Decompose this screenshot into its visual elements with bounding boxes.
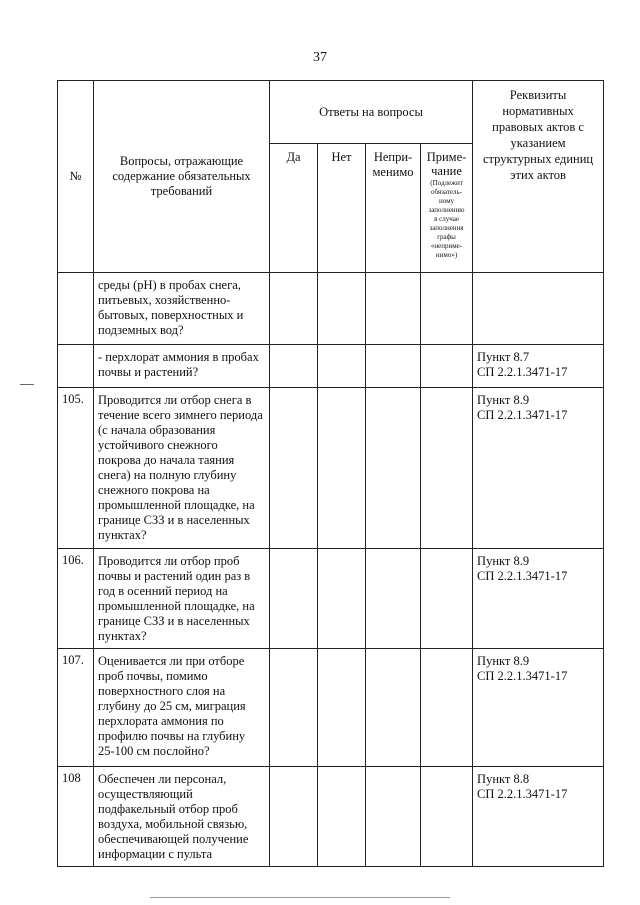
- row-question: - перхлорат аммония в пробах почвы и растений?: [94, 345, 270, 388]
- answer-no-cell: [318, 767, 366, 867]
- answer-yes-cell: [270, 273, 318, 345]
- row-number: [58, 273, 94, 345]
- table-row: [58, 345, 604, 388]
- table-row: [58, 273, 604, 345]
- row-requisites: Пункт 8.9 СП 2.2.1.3471-17: [473, 388, 604, 549]
- answer-na-cell: [366, 388, 421, 549]
- answer-yes-cell: [270, 649, 318, 767]
- row-question: Обеспечен ли персонал, осуществляющий подфакельный отбор проб воздуха, мобильной связью, обеспечивающей получение информации с пульта: [94, 767, 270, 867]
- table-row: [58, 388, 604, 549]
- bottom-rule: [150, 897, 450, 898]
- header-row-top: [58, 81, 604, 144]
- row-requisites: Пункт 8.9 СП 2.2.1.3471-17: [473, 549, 604, 649]
- answer-na-cell: [366, 767, 421, 867]
- answer-na-cell: [366, 549, 421, 649]
- header-questions: Вопросы, отражающие содержание обязательных требований: [94, 81, 270, 273]
- answer-note-cell: [421, 767, 473, 867]
- checklist-table: [57, 80, 604, 867]
- row-question: Проводится ли отбор снега в течение всего зимнего периода (с начала образования устойчивого снежного покрова до начала таяния снега) на полную глубину снежного покрова на промышленной площадке, на границе СЗЗ и в населенных пунктах?: [94, 388, 270, 549]
- header-answers: Ответы на вопросы: [270, 81, 473, 144]
- row-question: Проводится ли отбор проб почвы и растений один раз в год в осенний период на промышленной площадке, на границе СЗЗ и в населенных пунктах?: [94, 549, 270, 649]
- answer-na-cell: [366, 649, 421, 767]
- row-question: Оценивается ли при отборе проб почвы, помимо поверхностного слоя на глубину до 25 см, миграция перхлората аммония по профилю почвы на глубину 25-100 см послойно?: [94, 649, 270, 767]
- header-num: №: [58, 81, 94, 273]
- answer-note-cell: [421, 388, 473, 549]
- row-requisites: Пункт 8.8 СП 2.2.1.3471-17: [473, 767, 604, 867]
- answer-note-cell: [421, 549, 473, 649]
- row-requisites: Пункт 8.9 СП 2.2.1.3471-17: [473, 649, 604, 767]
- answer-no-cell: [318, 345, 366, 388]
- answer-note-cell: [421, 345, 473, 388]
- table-row: [58, 649, 604, 767]
- table-row: [58, 767, 604, 867]
- answer-yes-cell: [270, 549, 318, 649]
- answer-yes-cell: [270, 345, 318, 388]
- row-number: 106.: [58, 549, 94, 649]
- row-number: [58, 345, 94, 388]
- answer-na-cell: [366, 345, 421, 388]
- header-not-applicable: Непри- менимо: [366, 144, 421, 273]
- header-yes: Да: [270, 144, 318, 273]
- header-note-label: Приме- чание: [426, 150, 467, 178]
- row-question: среды (рН) в пробах снега, питьевых, хозяйственно-бытовых, поверхностных и подземных вод?: [94, 273, 270, 345]
- header-note: [421, 144, 473, 273]
- header-no: Нет: [318, 144, 366, 273]
- answer-no-cell: [318, 549, 366, 649]
- header-requisites: Реквизиты нормативных правовых актов с указанием структурных единиц этих актов: [473, 81, 604, 273]
- answer-note-cell: [421, 649, 473, 767]
- answer-yes-cell: [270, 388, 318, 549]
- row-requisites: [473, 273, 604, 345]
- row-number: 107.: [58, 649, 94, 767]
- margin-mark: [20, 384, 34, 385]
- answer-no-cell: [318, 649, 366, 767]
- answer-no-cell: [318, 388, 366, 549]
- row-requisites: Пункт 8.7 СП 2.2.1.3471-17: [473, 345, 604, 388]
- page-number: 37: [313, 50, 327, 65]
- answer-na-cell: [366, 273, 421, 345]
- answer-yes-cell: [270, 767, 318, 867]
- answer-no-cell: [318, 273, 366, 345]
- row-number: 105.: [58, 388, 94, 549]
- header-note-instruction: (Подлежит обязатель- ному заполнению в случае заполнения графы «неприме- нимо»): [428, 179, 465, 259]
- row-number: 108: [58, 767, 94, 867]
- table-row: [58, 549, 604, 649]
- answer-note-cell: [421, 273, 473, 345]
